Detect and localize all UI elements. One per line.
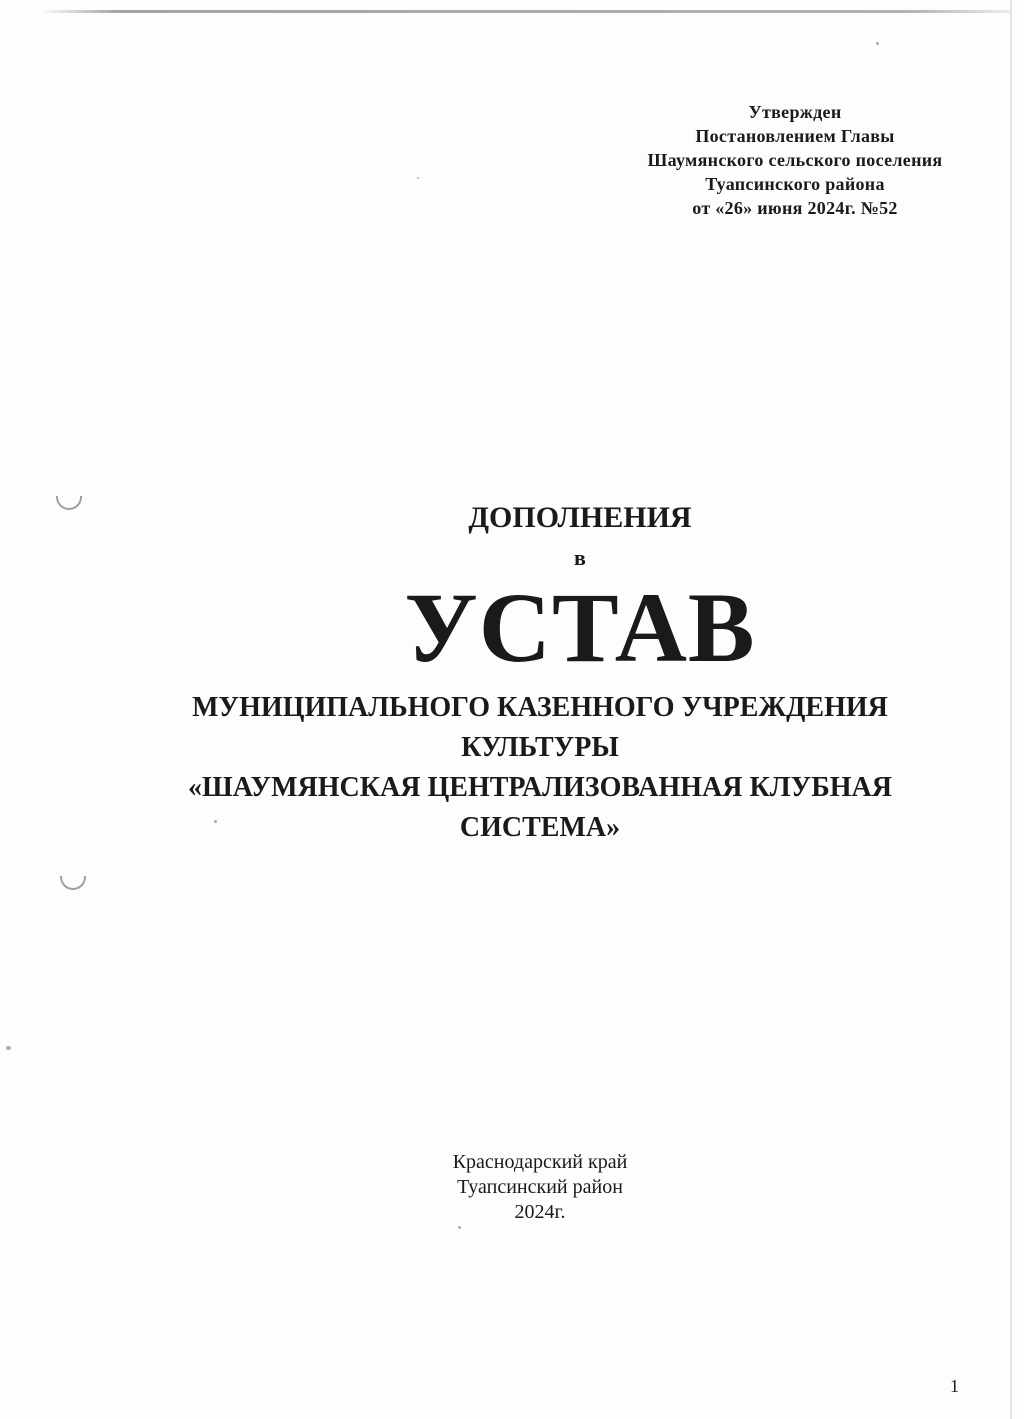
page-number: 1 [950,1376,959,1396]
place-line: Туапсинский район [457,1176,623,1198]
supplements-heading: ДОПОЛНЕНИЯ [468,501,692,534]
institution-line: «ШАУМЯНСКАЯ ЦЕНТРАЛИЗОВАННАЯ КЛУБНАЯ [188,772,892,803]
scan-speck [417,177,419,179]
scan-speck [6,1046,11,1050]
scan-top-edge [40,10,1010,13]
scan-right-edge [1010,0,1012,1419]
punch-hole-mark [56,496,82,510]
place-and-year [440,1150,640,1225]
document-title-block [100,500,980,848]
preposition-text: в [574,545,586,570]
approval-line: от «26» июня 2024г. №52 [692,198,898,218]
approval-line: Утвержден [748,102,842,122]
scan-speck [876,42,879,45]
charter-heading: УСТАВ [404,572,756,683]
institution-line: СИСТЕМА» [459,812,621,843]
approval-line: Шаумянского сельского поселения [647,150,943,170]
scan-speck [458,1226,461,1229]
institution-name [100,688,980,848]
approval-line: Туапсинского района [705,174,885,194]
place-line: 2024г. [514,1201,566,1223]
approval-line: Постановлением Главы [695,126,895,146]
institution-line: КУЛЬТУРЫ [461,732,619,763]
institution-line: МУНИЦИПАЛЬНОГО КАЗЕННОГО УЧРЕЖДЕНИЯ [192,692,888,723]
punch-hole-mark [60,876,86,890]
place-line: Краснодарский край [452,1151,628,1173]
approval-stamp-block [600,100,990,220]
